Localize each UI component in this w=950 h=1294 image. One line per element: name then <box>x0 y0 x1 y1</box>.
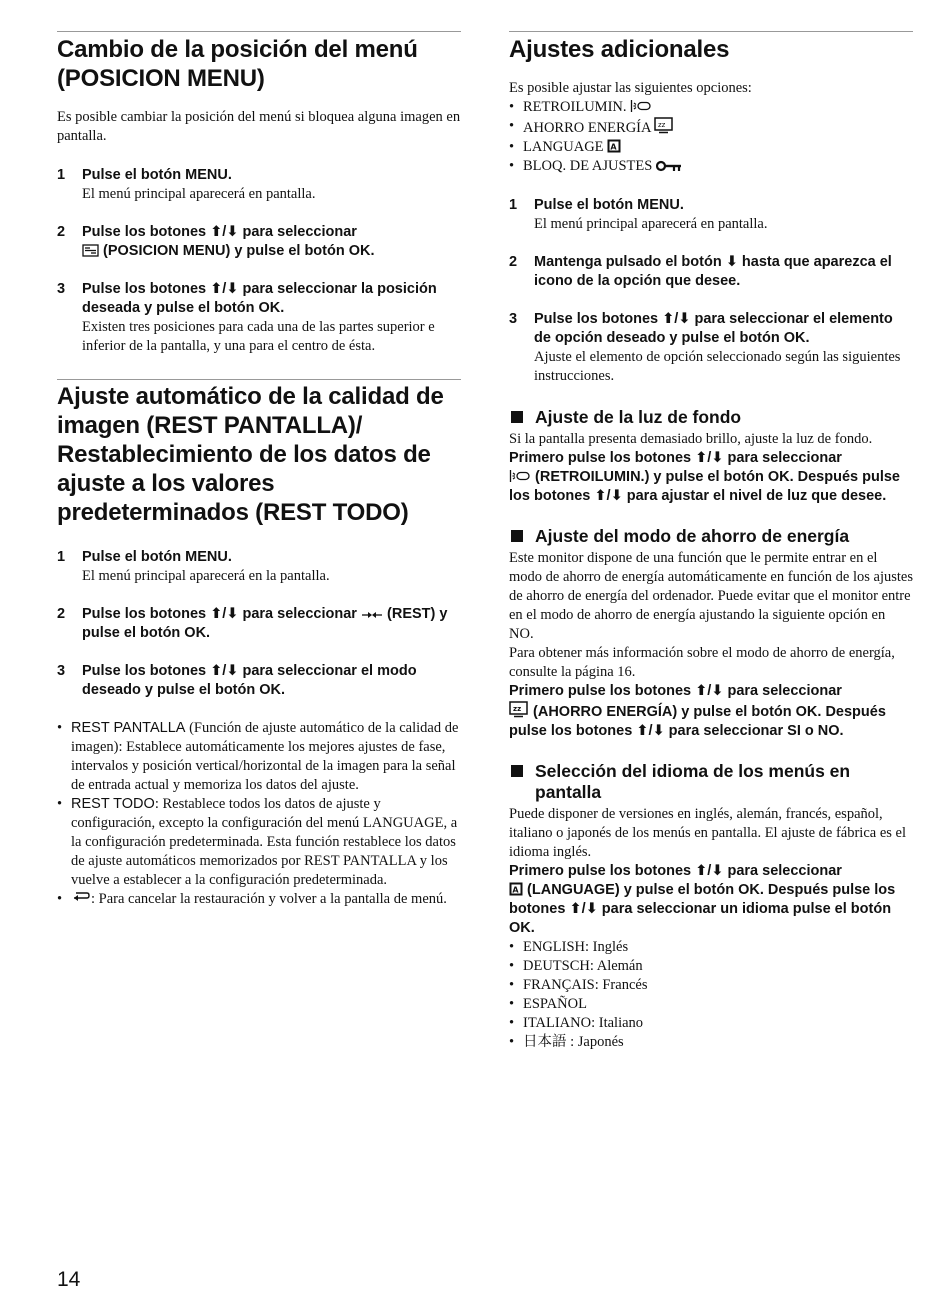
section-title-line: predeterminados (REST TODO) <box>57 499 409 526</box>
option-label: LANGUAGE <box>523 139 604 155</box>
subsection-text: Para obtener más información sobre el modo de ahorro de energía, consulte la página 16. <box>509 645 895 680</box>
svg-text:zz: zz <box>658 121 666 129</box>
subsection-instruction <box>509 862 913 938</box>
step-instruction: Pulse el botón MENU. <box>82 549 232 565</box>
option-term: REST PANTALLA <box>71 720 186 736</box>
instruction-text: para seleccionar <box>727 863 842 879</box>
list-item <box>509 98 913 117</box>
step-number: 1 <box>57 167 66 183</box>
page-number: 14 <box>57 1268 81 1291</box>
svg-text:zz: zz <box>513 705 522 713</box>
step-2 <box>57 605 461 643</box>
step-number: 1 <box>57 549 66 565</box>
up-down-arrows-icon: ⬆/⬇ <box>210 281 239 297</box>
option-description: : Restablece todos los datos de ajuste y configuración, excepto la configuración del menú LANGUAGE, a la configuración predeterminada. Esta función restablece los datos de ajuste automáticos memorizados por REST PANTALLA y los vuelve a establecer a la configuración predeterminada. <box>71 796 458 888</box>
subsection-text: Este monitor dispone de una función que le permite entrar en el modo de ahorro de energía automáticamente en función de los ajustes de ahorro de energía del ordenador. Puede evitar que el monitor entre en el modo de ahorro de energía ajustando la siguiente opción en NO. <box>509 550 913 642</box>
step-description: Existen tres posiciones para cada una de las partes superior e inferior de la pantalla, y una para el centro de ésta. <box>82 319 435 354</box>
step-text: para seleccionar <box>242 224 357 240</box>
instruction-text: para ajustar el nivel de luz que desee. <box>626 488 887 504</box>
section-title-line: (POSICION MENU) <box>57 65 265 92</box>
step-1 <box>57 548 461 586</box>
up-down-arrows-icon: ⬆/⬇ <box>594 488 623 504</box>
subsection-title-text: Selección del idioma de los menús en pantalla <box>535 761 851 802</box>
up-down-arrows-icon: ⬆/⬇ <box>695 450 724 466</box>
section-title-ajustes-adicionales: Ajustes adicionales <box>509 36 730 63</box>
backlight-icon <box>509 469 531 483</box>
power-saving-icon <box>509 701 529 718</box>
section-divider <box>57 31 461 32</box>
instruction-text: para seleccionar <box>727 683 842 699</box>
backlight-icon <box>630 99 652 113</box>
subsection-text: Puede disponer de versiones en inglés, alemán, francés, español, italiano o japonés de los menús en pantalla. El ajuste de fábrica es el idioma inglés. <box>509 806 907 860</box>
down-arrow-icon: ⬇ <box>725 254 738 270</box>
step-description: El menú principal aparecerá en pantalla. <box>82 186 316 202</box>
step-2 <box>509 253 913 291</box>
option-description: (Función de ajuste automático de la calidad de imagen): Establece automáticamente los mejores ajustes de fase, intervalos y posición vertical/horizontal de la imagen para la señal de entrada actual y memoriza los datos del ajuste. <box>71 720 459 793</box>
square-bullet-icon <box>511 530 523 542</box>
step-1 <box>57 166 461 204</box>
instruction-text: para seleccionar <box>727 450 842 466</box>
section-title-rest <box>57 382 461 527</box>
square-bullet-icon <box>511 411 523 423</box>
instruction-text: Primero pulse los botones <box>509 683 692 699</box>
step-number: 3 <box>57 663 66 679</box>
step-description: El menú principal aparecerá en pantalla. <box>534 216 768 232</box>
section-title-posicion-menu <box>57 35 461 93</box>
step-text: para seleccionar el modo deseado y pulse el botón OK. <box>82 663 417 698</box>
step-text: Pulse los botones <box>534 311 659 327</box>
option-label: RETROILUMIN. <box>523 99 627 115</box>
section-divider <box>57 379 461 380</box>
step-number: 1 <box>509 197 518 213</box>
subsection-instruction <box>509 682 913 741</box>
subsection-title-text: Ajuste del modo de ahorro de energía <box>535 526 850 546</box>
right-column <box>509 0 913 1052</box>
up-down-arrows-icon: ⬆/⬇ <box>210 224 239 240</box>
instruction-text: Primero pulse los botones <box>509 450 692 466</box>
language-icon <box>607 139 621 153</box>
option-label: BLOQ. DE AJUSTES <box>523 158 653 174</box>
up-down-arrows-icon: ⬆/⬇ <box>695 683 724 699</box>
step-text: para seleccionar <box>242 606 357 622</box>
svg-text:A: A <box>512 885 519 895</box>
step-text: (REST) y pulse el botón OK. <box>82 606 448 641</box>
step-3 <box>509 310 913 386</box>
list-item: • ENGLISH: Inglés <box>509 938 913 957</box>
section-title-line: Restablecimiento de los datos de <box>57 441 431 468</box>
list-item: • FRANÇAIS: Francés <box>509 976 913 995</box>
step-number: 2 <box>57 606 66 622</box>
list-item <box>509 138 913 157</box>
list-item <box>57 795 461 890</box>
up-down-arrows-icon: ⬆/⬇ <box>210 663 239 679</box>
step-description: Ajuste el elemento de opción seleccionado según las siguientes instrucciones. <box>534 349 901 384</box>
step-1 <box>509 196 913 234</box>
languages-list <box>509 938 913 1052</box>
list-item <box>57 890 461 909</box>
svg-text:A: A <box>610 142 617 152</box>
instruction-text: para seleccionar SI o NO. <box>668 723 844 739</box>
step-3 <box>57 280 461 356</box>
list-item <box>57 719 461 795</box>
step-text: para seleccionar el elemento de opción deseado y pulse el botón OK. <box>534 311 893 346</box>
section-divider <box>509 31 913 32</box>
section-title-line: Ajuste automático de la calidad de <box>57 383 444 410</box>
list-item <box>509 157 913 176</box>
subsection-title-backlight <box>509 407 913 428</box>
option-term: REST TODO <box>71 796 155 812</box>
step-text: hasta que aparezca el icono de la opción que desee. <box>534 254 892 289</box>
list-item: • 日本語 : Japonés <box>509 1033 913 1052</box>
list-item: • ITALIANO: Italiano <box>509 1014 913 1033</box>
power-saving-icon <box>654 117 674 134</box>
language-icon <box>509 882 523 896</box>
left-column <box>57 0 461 909</box>
square-bullet-icon <box>511 765 523 777</box>
subsection-text: Si la pantalla presenta demasiado brillo, ajuste la luz de fondo. <box>509 431 873 447</box>
step-number: 2 <box>57 224 66 240</box>
step-text: Pulse los botones <box>82 606 207 622</box>
option-label: AHORRO ENERGÍA <box>523 120 651 136</box>
section-title-line: imagen (REST PANTALLA)/ <box>57 412 363 439</box>
step-2 <box>57 223 461 261</box>
key-lock-icon <box>656 160 682 172</box>
up-down-arrows-icon: ⬆/⬇ <box>695 863 724 879</box>
up-down-arrows-icon: ⬆/⬇ <box>636 723 665 739</box>
step-text: Mantenga pulsado el botón <box>534 254 722 270</box>
instruction-text: (AHORRO ENERGÍA) y pulse el botón OK. Después pulse los botones <box>509 704 886 739</box>
instruction-text: para seleccionar un idioma pulse el botón OK. <box>509 901 892 936</box>
instruction-text: Primero pulse los botones <box>509 863 692 879</box>
menu-position-icon <box>82 244 99 257</box>
subsection-title-text: Ajuste de la luz de fondo <box>535 407 742 427</box>
options-list <box>509 98 913 176</box>
step-number: 3 <box>57 281 66 297</box>
subsection-instruction <box>509 449 913 506</box>
step-instruction: Pulse el botón MENU. <box>82 167 232 183</box>
step-text: Pulse los botones <box>82 281 207 297</box>
step-text: para seleccionar la posición deseada y pulse el botón OK. <box>82 281 437 316</box>
step-number: 2 <box>509 254 518 270</box>
up-down-arrows-icon: ⬆/⬇ <box>569 901 598 917</box>
list-item <box>509 117 913 138</box>
section-title-line: ajuste a los valores <box>57 470 275 497</box>
subsection-title-power-saving <box>509 526 913 547</box>
list-item: • ESPAÑOL <box>509 995 913 1014</box>
up-down-arrows-icon: ⬆/⬇ <box>210 606 239 622</box>
step-number: 3 <box>509 311 518 327</box>
rest-options-list <box>57 719 461 909</box>
up-down-arrows-icon: ⬆/⬇ <box>662 311 691 327</box>
section-title-line: Cambio de la posición del menú <box>57 36 418 63</box>
step-instruction: Pulse el botón MENU. <box>534 197 684 213</box>
step-text: Pulse los botones <box>82 663 207 679</box>
section-intro: Es posible cambiar la posición del menú si bloquea alguna imagen en pantalla. <box>57 109 461 144</box>
list-item: • DEUTSCH: Alemán <box>509 957 913 976</box>
step-text: Pulse los botones <box>82 224 207 240</box>
step-description: El menú principal aparecerá en la pantalla. <box>82 568 330 584</box>
section-intro: Es posible ajustar las siguientes opciones: <box>509 80 752 96</box>
instruction-text: (RETROILUMIN.) y pulse el botón OK. Después pulse los botones <box>509 469 900 504</box>
return-icon <box>71 891 91 905</box>
step-3 <box>57 662 461 700</box>
step-text: (POSICION MENU) y pulse el botón OK. <box>103 243 375 259</box>
option-description: : Para cancelar la restauración y volver a la pantalla de menú. <box>91 891 447 907</box>
rest-icon <box>361 610 383 620</box>
instruction-text: (LANGUAGE) y pulse el botón OK. Después pulse los botones <box>509 882 896 917</box>
subsection-title-language <box>509 761 913 803</box>
